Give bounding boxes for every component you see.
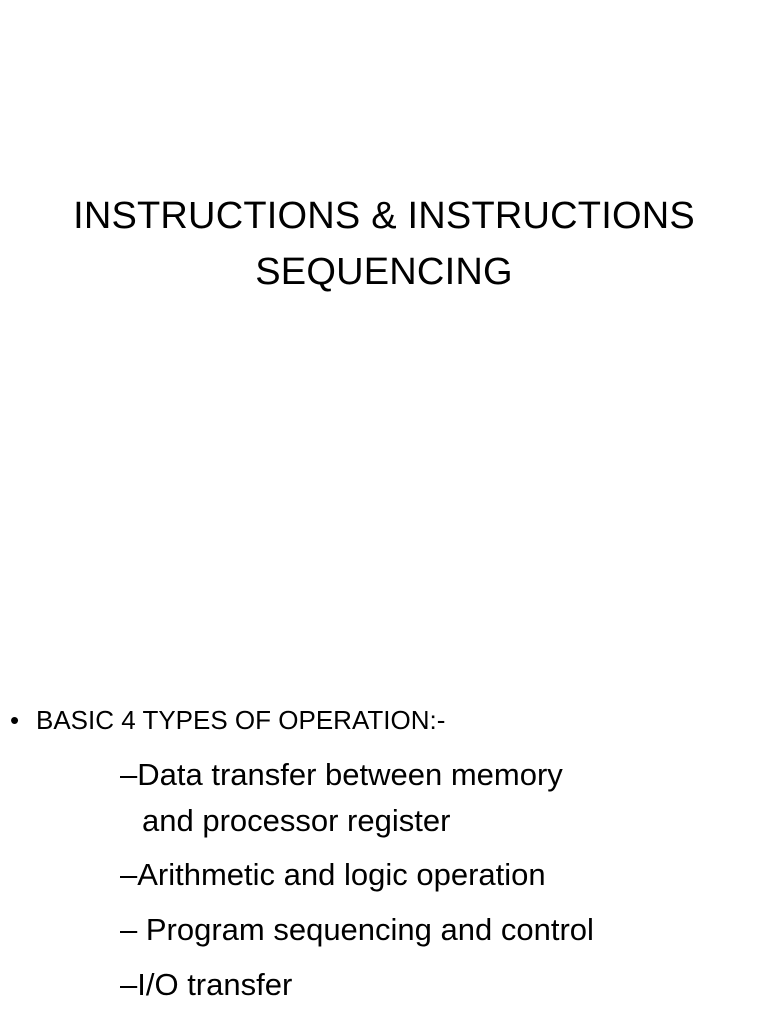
sub-item-text: –I/O transfer [120,967,293,1002]
sub-item-data-transfer [120,752,563,844]
slide-content-page [0,512,768,1024]
sub-item-arithmetic [120,852,546,898]
sub-item-text: –Data transfer between memory [120,757,563,792]
title-line-2: SEQUENCING [255,251,513,293]
sub-item-text-continued: and processor register [142,803,451,838]
sub-item-text: –Arithmetic and logic operation [120,857,546,892]
main-bullet-text: BASIC 4 TYPES OF OPERATION:- [36,705,446,735]
sub-item-program-sequencing [120,907,594,953]
sub-item-text: – Program sequencing and control [120,912,594,947]
bullet-dot-icon: • [10,705,20,735]
title-line-1: INSTRUCTIONS & INSTRUCTIONS [73,195,695,237]
sub-item-io-transfer [120,962,292,1008]
slide-title [20,188,748,300]
main-bullet [10,702,445,738]
